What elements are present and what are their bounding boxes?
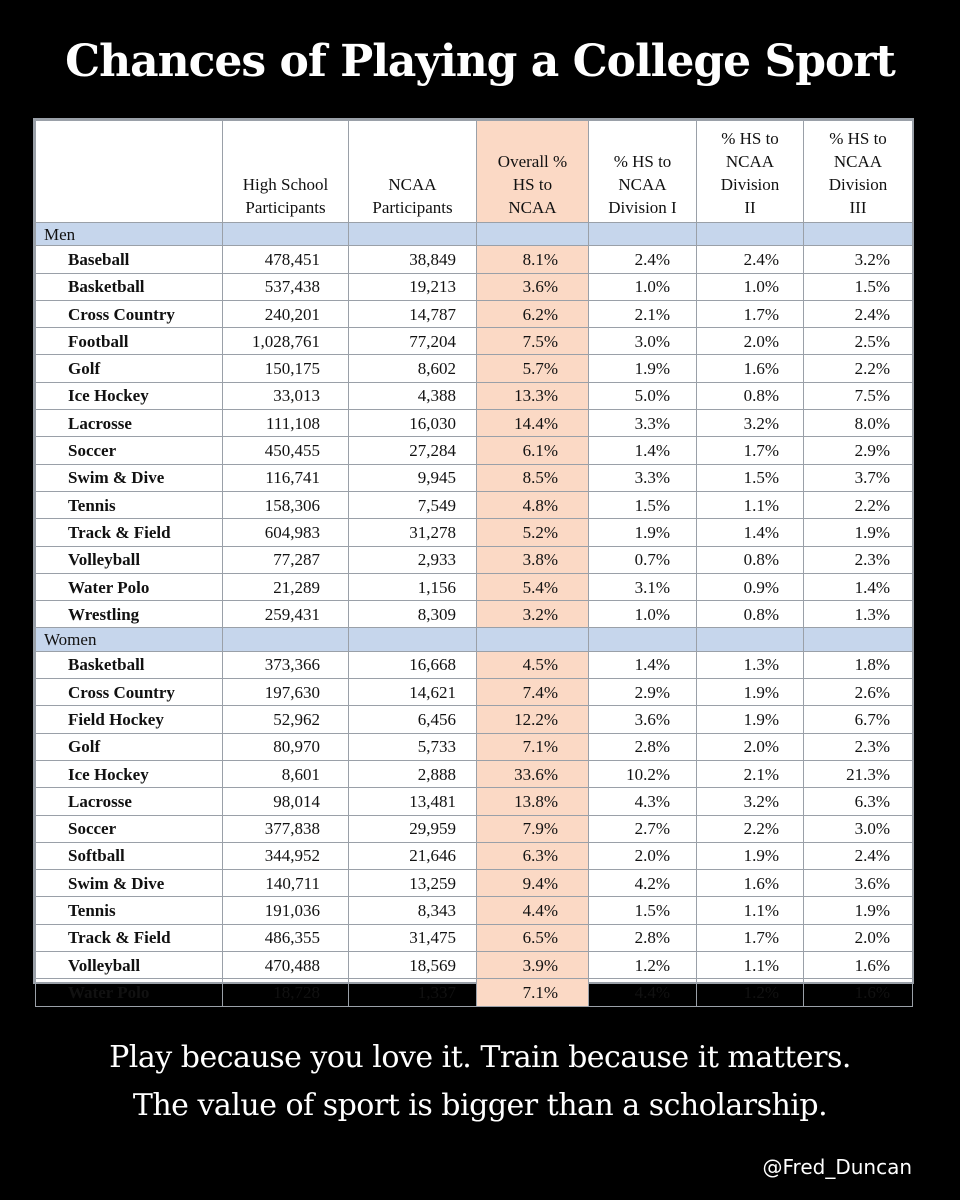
value-cell: 3.8% xyxy=(477,546,589,573)
value-cell: 8,601 xyxy=(223,760,349,787)
value-cell: 604,983 xyxy=(223,519,349,546)
value-cell: 197,630 xyxy=(223,679,349,706)
tagline-line-1: Play because you love it. Train because it matters. xyxy=(109,1040,851,1075)
table-row xyxy=(36,760,913,787)
value-cell: 0.8% xyxy=(697,546,804,573)
section-label: Women xyxy=(36,628,223,651)
column-header-1 xyxy=(223,121,349,223)
value-cell: 2.0% xyxy=(804,924,913,951)
value-cell: 2.4% xyxy=(589,246,697,273)
value-cell: 2.1% xyxy=(589,300,697,327)
value-cell: 2.2% xyxy=(804,355,913,382)
sport-name-cell: Golf xyxy=(36,733,223,760)
value-cell: 373,366 xyxy=(223,651,349,678)
column-header-2 xyxy=(349,121,477,223)
value-cell: 2.0% xyxy=(697,328,804,355)
value-cell: 1.1% xyxy=(697,952,804,979)
column-header-line: Division I xyxy=(608,198,677,217)
table-row xyxy=(36,815,913,842)
value-cell: 2.1% xyxy=(697,760,804,787)
value-cell: 2,888 xyxy=(349,760,477,787)
value-cell: 5,733 xyxy=(349,733,477,760)
column-header-line: NCAA xyxy=(833,152,883,171)
value-cell: 19,213 xyxy=(349,273,477,300)
value-cell: 8.1% xyxy=(477,246,589,273)
tagline-line-2: The value of sport is bigger than a scholarship. xyxy=(132,1088,828,1123)
sport-name-cell: Tennis xyxy=(36,897,223,924)
sport-name-cell: Ice Hockey xyxy=(36,760,223,787)
table-row xyxy=(36,733,913,760)
sport-name-cell: Water Polo xyxy=(36,573,223,600)
table-row xyxy=(36,328,913,355)
participation-table xyxy=(35,120,913,1007)
value-cell: 18,728 xyxy=(223,979,349,1006)
value-cell: 6.3% xyxy=(804,788,913,815)
sport-name-cell: Golf xyxy=(36,355,223,382)
section-cell xyxy=(697,223,804,246)
value-cell: 5.2% xyxy=(477,519,589,546)
column-header-line: Overall % xyxy=(497,152,568,171)
table-row xyxy=(36,979,913,1006)
section-cell xyxy=(349,628,477,651)
section-cell xyxy=(477,223,589,246)
value-cell: 31,278 xyxy=(349,519,477,546)
column-header-line: % HS to xyxy=(613,152,672,171)
value-cell: 1.0% xyxy=(697,273,804,300)
value-cell: 1.6% xyxy=(804,979,913,1006)
table-row xyxy=(36,788,913,815)
sport-name-cell: Soccer xyxy=(36,815,223,842)
value-cell: 16,668 xyxy=(349,651,477,678)
sport-name-cell: Swim & Dive xyxy=(36,870,223,897)
value-cell: 1.2% xyxy=(589,952,697,979)
value-cell: 80,970 xyxy=(223,733,349,760)
sport-name-cell: Volleyball xyxy=(36,546,223,573)
value-cell: 3.1% xyxy=(589,573,697,600)
value-cell: 2.8% xyxy=(589,733,697,760)
value-cell: 1.9% xyxy=(589,519,697,546)
value-cell: 2.4% xyxy=(804,842,913,869)
value-cell: 4.8% xyxy=(477,491,589,518)
table-row xyxy=(36,897,913,924)
value-cell: 2.5% xyxy=(804,328,913,355)
value-cell: 140,711 xyxy=(223,870,349,897)
table-row xyxy=(36,546,913,573)
column-header-line: Division xyxy=(720,175,780,194)
value-cell: 3.0% xyxy=(589,328,697,355)
value-cell: 1,337 xyxy=(349,979,477,1006)
value-cell: 4,388 xyxy=(349,382,477,409)
value-cell: 259,431 xyxy=(223,601,349,628)
value-cell: 2.0% xyxy=(697,733,804,760)
section-cell xyxy=(477,628,589,651)
value-cell: 2,933 xyxy=(349,546,477,573)
value-cell: 1.9% xyxy=(589,355,697,382)
value-cell: 5.7% xyxy=(477,355,589,382)
value-cell: 1.0% xyxy=(589,601,697,628)
value-cell: 7,549 xyxy=(349,491,477,518)
value-cell: 0.8% xyxy=(697,601,804,628)
table-row xyxy=(36,410,913,437)
section-cell xyxy=(349,223,477,246)
value-cell: 1.7% xyxy=(697,300,804,327)
value-cell: 3.6% xyxy=(589,706,697,733)
column-header-line: Participants xyxy=(245,198,326,217)
value-cell: 1.4% xyxy=(697,519,804,546)
value-cell: 8.5% xyxy=(477,464,589,491)
value-cell: 1.3% xyxy=(804,601,913,628)
column-header-line: % HS to xyxy=(721,129,779,148)
value-cell: 21,289 xyxy=(223,573,349,600)
value-cell: 2.8% xyxy=(589,924,697,951)
table-row xyxy=(36,382,913,409)
header-row xyxy=(36,121,913,223)
column-header-line: % HS to xyxy=(829,129,887,148)
table-row xyxy=(36,491,913,518)
section-row-men xyxy=(36,223,913,246)
value-cell: 1.8% xyxy=(804,651,913,678)
value-cell: 1.4% xyxy=(804,573,913,600)
table-header xyxy=(36,121,913,223)
value-cell: 0.9% xyxy=(697,573,804,600)
table-row xyxy=(36,273,913,300)
value-cell: 1.4% xyxy=(589,651,697,678)
value-cell: 2.3% xyxy=(804,546,913,573)
table-row xyxy=(36,706,913,733)
value-cell: 77,204 xyxy=(349,328,477,355)
value-cell: 21.3% xyxy=(804,760,913,787)
value-cell: 7.5% xyxy=(804,382,913,409)
sport-name-cell: Volleyball xyxy=(36,952,223,979)
value-cell: 14,621 xyxy=(349,679,477,706)
section-label: Men xyxy=(36,223,223,246)
value-cell: 9.4% xyxy=(477,870,589,897)
value-cell: 1.1% xyxy=(697,897,804,924)
section-cell xyxy=(589,223,697,246)
participation-table-container xyxy=(33,118,914,1002)
value-cell: 1.3% xyxy=(697,651,804,678)
value-cell: 2.3% xyxy=(804,733,913,760)
column-header-line: NCAA xyxy=(388,175,437,194)
sport-name-cell: Basketball xyxy=(36,651,223,678)
value-cell: 52,962 xyxy=(223,706,349,733)
value-cell: 33,013 xyxy=(223,382,349,409)
sport-name-cell: Ice Hockey xyxy=(36,382,223,409)
table-row xyxy=(36,573,913,600)
value-cell: 1.9% xyxy=(804,897,913,924)
column-header-line: Participants xyxy=(372,198,453,217)
sport-name-cell: Cross Country xyxy=(36,300,223,327)
value-cell: 6.5% xyxy=(477,924,589,951)
value-cell: 3.3% xyxy=(589,464,697,491)
value-cell: 2.2% xyxy=(804,491,913,518)
value-cell: 7.5% xyxy=(477,328,589,355)
value-cell: 1.6% xyxy=(697,870,804,897)
value-cell: 1.5% xyxy=(589,897,697,924)
section-cell xyxy=(223,628,349,651)
value-cell: 5.0% xyxy=(589,382,697,409)
column-header-4 xyxy=(589,121,697,223)
value-cell: 10.2% xyxy=(589,760,697,787)
value-cell: 3.6% xyxy=(804,870,913,897)
value-cell: 1.9% xyxy=(697,842,804,869)
sport-name-cell: Water Polo xyxy=(36,979,223,1006)
sport-name-cell: Swim & Dive xyxy=(36,464,223,491)
value-cell: 6.3% xyxy=(477,842,589,869)
table-row xyxy=(36,601,913,628)
value-cell: 7.4% xyxy=(477,679,589,706)
section-row-women xyxy=(36,628,913,651)
value-cell: 240,201 xyxy=(223,300,349,327)
value-cell: 1.5% xyxy=(589,491,697,518)
value-cell: 98,014 xyxy=(223,788,349,815)
value-cell: 1.6% xyxy=(804,952,913,979)
value-cell: 3.6% xyxy=(477,273,589,300)
value-cell: 12.2% xyxy=(477,706,589,733)
table-row xyxy=(36,300,913,327)
value-cell: 13,481 xyxy=(349,788,477,815)
value-cell: 3.9% xyxy=(477,952,589,979)
value-cell: 1,028,761 xyxy=(223,328,349,355)
sport-name-cell: Track & Field xyxy=(36,924,223,951)
sport-name-cell: Basketball xyxy=(36,273,223,300)
section-cell xyxy=(804,223,913,246)
table-row xyxy=(36,870,913,897)
sport-name-cell: Soccer xyxy=(36,437,223,464)
value-cell: 2.7% xyxy=(589,815,697,842)
table-row xyxy=(36,519,913,546)
table-row xyxy=(36,651,913,678)
sport-name-cell: Baseball xyxy=(36,246,223,273)
value-cell: 1.6% xyxy=(697,355,804,382)
value-cell: 3.2% xyxy=(804,246,913,273)
page-title: Chances of Playing a College Sport xyxy=(65,36,895,87)
value-cell: 2.4% xyxy=(697,246,804,273)
value-cell: 6.2% xyxy=(477,300,589,327)
value-cell: 4.3% xyxy=(589,788,697,815)
value-cell: 21,646 xyxy=(349,842,477,869)
value-cell: 116,741 xyxy=(223,464,349,491)
value-cell: 1.5% xyxy=(697,464,804,491)
value-cell: 4.4% xyxy=(589,979,697,1006)
value-cell: 77,287 xyxy=(223,546,349,573)
value-cell: 5.4% xyxy=(477,573,589,600)
value-cell: 0.8% xyxy=(697,382,804,409)
value-cell: 158,306 xyxy=(223,491,349,518)
value-cell: 3.2% xyxy=(697,788,804,815)
value-cell: 1.7% xyxy=(697,437,804,464)
value-cell: 38,849 xyxy=(349,246,477,273)
column-header-line: II xyxy=(744,198,756,217)
value-cell: 2.6% xyxy=(804,679,913,706)
table-row xyxy=(36,679,913,706)
column-header-5 xyxy=(697,121,804,223)
value-cell: 450,455 xyxy=(223,437,349,464)
value-cell: 7.1% xyxy=(477,733,589,760)
value-cell: 377,838 xyxy=(223,815,349,842)
section-cell xyxy=(697,628,804,651)
value-cell: 1.4% xyxy=(589,437,697,464)
table-row xyxy=(36,924,913,951)
value-cell: 1.5% xyxy=(804,273,913,300)
sport-name-cell: Lacrosse xyxy=(36,410,223,437)
value-cell: 470,488 xyxy=(223,952,349,979)
value-cell: 3.2% xyxy=(697,410,804,437)
sport-name-cell: Football xyxy=(36,328,223,355)
author-handle: @Fred_Duncan xyxy=(762,1155,912,1179)
column-header-6 xyxy=(804,121,913,223)
table-row xyxy=(36,437,913,464)
table-row xyxy=(36,355,913,382)
value-cell: 7.1% xyxy=(477,979,589,1006)
sport-name-cell: Tennis xyxy=(36,491,223,518)
value-cell: 16,030 xyxy=(349,410,477,437)
value-cell: 13.8% xyxy=(477,788,589,815)
sport-name-cell: Lacrosse xyxy=(36,788,223,815)
column-header-line: Division xyxy=(828,175,888,194)
sport-name-cell: Track & Field xyxy=(36,519,223,546)
value-cell: 8,602 xyxy=(349,355,477,382)
value-cell: 344,952 xyxy=(223,842,349,869)
value-cell: 13.3% xyxy=(477,382,589,409)
value-cell: 33.6% xyxy=(477,760,589,787)
value-cell: 478,451 xyxy=(223,246,349,273)
value-cell: 1.7% xyxy=(697,924,804,951)
column-header-line: HS to xyxy=(512,175,553,194)
value-cell: 1.2% xyxy=(697,979,804,1006)
sport-name-cell: Field Hockey xyxy=(36,706,223,733)
value-cell: 8.0% xyxy=(804,410,913,437)
value-cell: 0.7% xyxy=(589,546,697,573)
table-body xyxy=(36,223,913,1007)
value-cell: 14.4% xyxy=(477,410,589,437)
value-cell: 2.9% xyxy=(589,679,697,706)
value-cell: 191,036 xyxy=(223,897,349,924)
value-cell: 1.9% xyxy=(697,679,804,706)
column-header-3 xyxy=(477,121,589,223)
value-cell: 7.9% xyxy=(477,815,589,842)
value-cell: 3.7% xyxy=(804,464,913,491)
column-header-line: NCAA xyxy=(508,198,557,217)
value-cell: 8,343 xyxy=(349,897,477,924)
sport-name-cell: Wrestling xyxy=(36,601,223,628)
value-cell: 2.4% xyxy=(804,300,913,327)
value-cell: 14,787 xyxy=(349,300,477,327)
table-row xyxy=(36,246,913,273)
value-cell: 2.2% xyxy=(697,815,804,842)
sport-name-cell: Cross Country xyxy=(36,679,223,706)
column-header-line: NCAA xyxy=(725,152,775,171)
value-cell: 150,175 xyxy=(223,355,349,382)
section-cell xyxy=(804,628,913,651)
value-cell: 486,355 xyxy=(223,924,349,951)
value-cell: 31,475 xyxy=(349,924,477,951)
value-cell: 18,569 xyxy=(349,952,477,979)
value-cell: 9,945 xyxy=(349,464,477,491)
value-cell: 6.1% xyxy=(477,437,589,464)
value-cell: 2.9% xyxy=(804,437,913,464)
column-header-0 xyxy=(36,121,223,223)
section-cell xyxy=(589,628,697,651)
table-row xyxy=(36,464,913,491)
column-header-line: III xyxy=(849,198,867,217)
column-header-line: High School xyxy=(242,175,329,194)
value-cell: 13,259 xyxy=(349,870,477,897)
value-cell: 29,959 xyxy=(349,815,477,842)
value-cell: 3.2% xyxy=(477,601,589,628)
value-cell: 4.2% xyxy=(589,870,697,897)
value-cell: 6,456 xyxy=(349,706,477,733)
value-cell: 1.9% xyxy=(697,706,804,733)
value-cell: 4.4% xyxy=(477,897,589,924)
column-header-line: NCAA xyxy=(618,175,667,194)
value-cell: 537,438 xyxy=(223,273,349,300)
value-cell: 3.3% xyxy=(589,410,697,437)
value-cell: 4.5% xyxy=(477,651,589,678)
section-cell xyxy=(223,223,349,246)
value-cell: 1.9% xyxy=(804,519,913,546)
table-row xyxy=(36,952,913,979)
value-cell: 27,284 xyxy=(349,437,477,464)
value-cell: 1.0% xyxy=(589,273,697,300)
table-row xyxy=(36,842,913,869)
value-cell: 3.0% xyxy=(804,815,913,842)
value-cell: 1,156 xyxy=(349,573,477,600)
value-cell: 1.1% xyxy=(697,491,804,518)
value-cell: 111,108 xyxy=(223,410,349,437)
value-cell: 6.7% xyxy=(804,706,913,733)
sport-name-cell: Softball xyxy=(36,842,223,869)
value-cell: 8,309 xyxy=(349,601,477,628)
value-cell: 2.0% xyxy=(589,842,697,869)
